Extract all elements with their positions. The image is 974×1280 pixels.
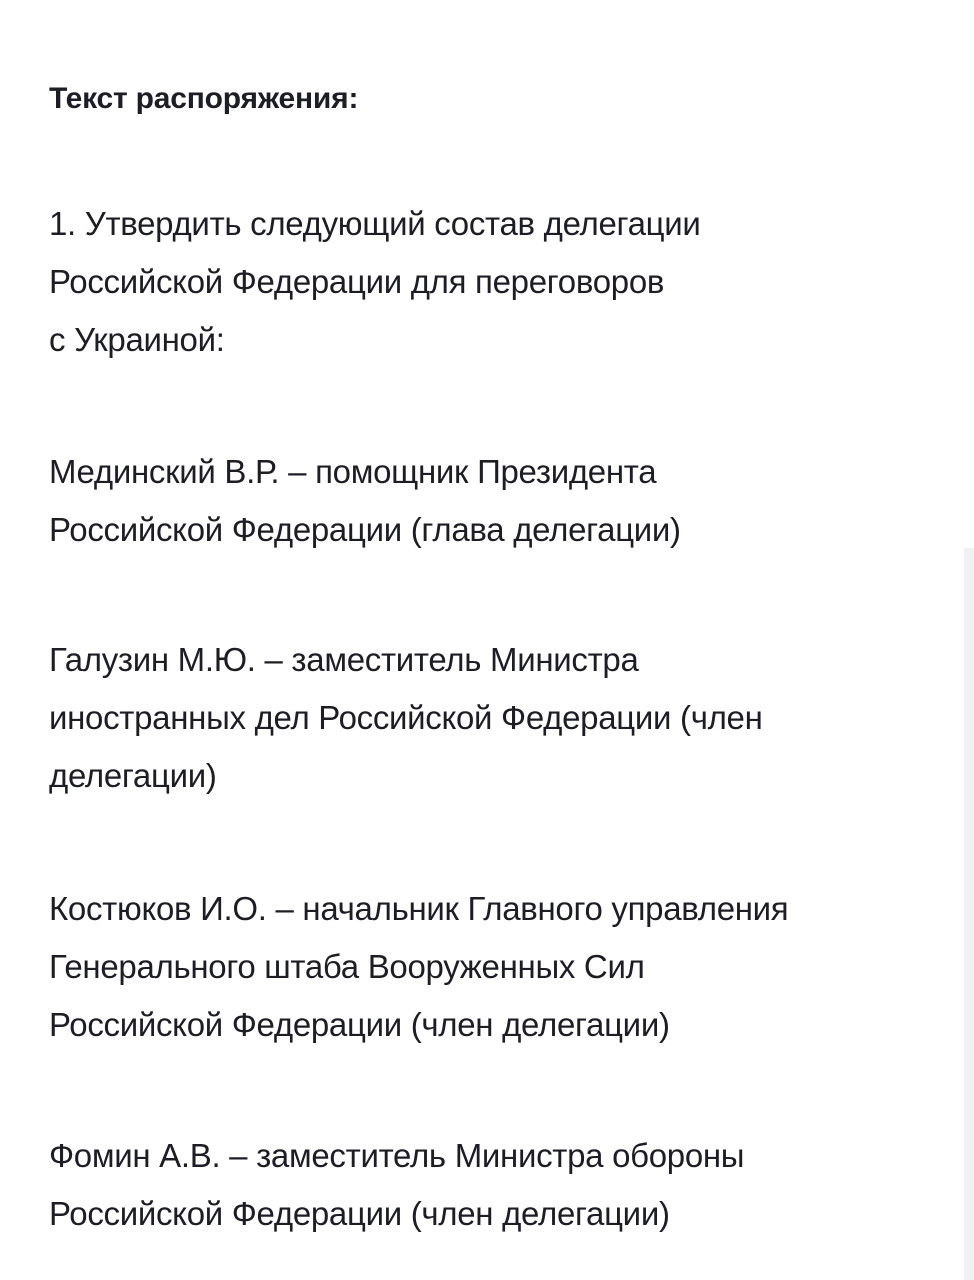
paragraph-member-galuzin [49, 631, 763, 805]
paragraph-member-fomin [49, 1127, 744, 1243]
scrollbar-track[interactable] [964, 548, 974, 1280]
paragraph-member-medinsky [49, 443, 681, 559]
paragraph-line: Российской Федерации (член делегации) [49, 1006, 670, 1043]
paragraph-line: Российской Федерации (глава делегации) [49, 511, 681, 548]
paragraph-line: Галузин М.Ю. – заместитель Министра [49, 641, 639, 678]
paragraph-line: Генерального штаба Вооруженных Сил [49, 948, 645, 985]
paragraph-line: с Украиной: [49, 321, 225, 358]
paragraph-line: Российской Федерации (член делегации) [49, 1195, 670, 1232]
paragraph-line: Костюков И.О. – начальник Главного управления [49, 890, 789, 927]
paragraph-member-kostyukov [49, 880, 788, 1054]
document-heading: Текст распоряжения: [49, 82, 359, 115]
paragraph-approve-delegation [49, 195, 701, 369]
paragraph-line: иностранных дел Российской Федерации (член [49, 699, 763, 736]
paragraph-line: Фомин А.В. – заместитель Министра обороны [49, 1137, 745, 1174]
paragraph-line: Российской Федерации для переговоров [49, 263, 665, 300]
paragraph-line: Мединский В.Р. – помощник Президента [49, 453, 657, 490]
paragraph-line: делегации) [49, 757, 217, 794]
paragraph-line: 1. Утвердить следующий состав делегации [49, 205, 701, 242]
